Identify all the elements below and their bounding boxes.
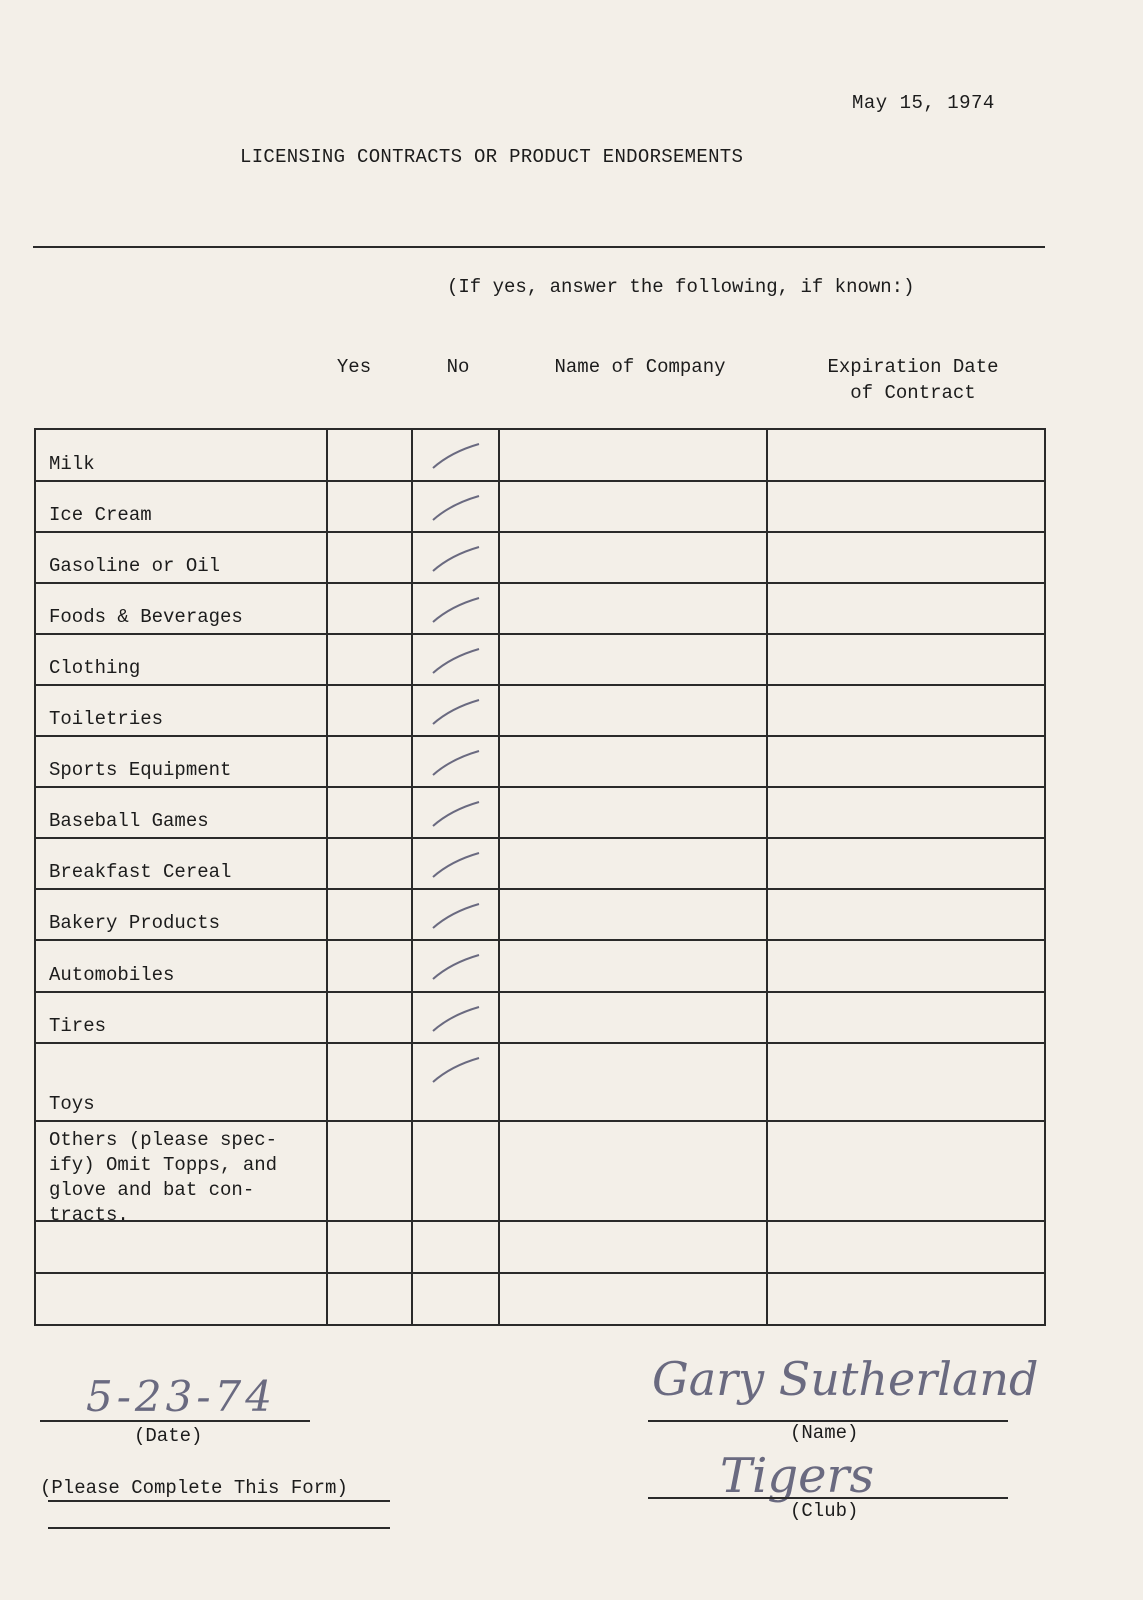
yes-checkbox-cell[interactable] [326, 635, 411, 684]
yes-checkbox-cell[interactable] [326, 839, 411, 888]
yes-checkbox-cell[interactable] [326, 482, 411, 531]
expiration-date-cell[interactable] [766, 1122, 1044, 1220]
checkmark-icon [431, 800, 481, 830]
checkmark-icon [431, 1005, 481, 1035]
table-row [36, 939, 1044, 991]
expiration-date-cell[interactable] [766, 1222, 1044, 1272]
company-name-cell[interactable] [498, 1222, 766, 1272]
yes-checkbox-cell[interactable] [326, 1044, 411, 1120]
yes-checkbox-cell[interactable] [326, 1222, 411, 1272]
row-item-label: Toiletries [49, 708, 164, 730]
expiration-date-cell[interactable] [766, 533, 1044, 582]
yes-checkbox-cell[interactable] [326, 941, 411, 991]
table-row [36, 633, 1044, 684]
table-row [36, 1272, 1044, 1324]
table-row [36, 480, 1044, 531]
column-header-expiration-line2: of Contract [850, 382, 976, 404]
checkmark-icon [431, 902, 481, 932]
table-row [36, 837, 1044, 888]
yes-checkbox-cell[interactable] [326, 993, 411, 1042]
yes-checkbox-cell[interactable] [326, 1122, 411, 1220]
no-checkbox-cell[interactable] [411, 430, 498, 480]
note-underline-2 [48, 1527, 390, 1529]
expiration-date-cell[interactable] [766, 482, 1044, 531]
no-checkbox-cell[interactable] [411, 737, 498, 786]
no-checkbox-cell[interactable] [411, 993, 498, 1042]
company-name-cell[interactable] [498, 788, 766, 837]
no-checkbox-cell[interactable] [411, 839, 498, 888]
no-checkbox-cell[interactable] [411, 1222, 498, 1272]
row-item-label: Milk [49, 453, 95, 475]
no-checkbox-cell[interactable] [411, 635, 498, 684]
yes-checkbox-cell[interactable] [326, 1274, 411, 1324]
company-name-cell[interactable] [498, 1122, 766, 1220]
company-name-cell[interactable] [498, 686, 766, 735]
table-row [36, 1120, 1044, 1226]
row-item-label: Breakfast Cereal [49, 861, 232, 883]
expiration-date-cell[interactable] [766, 430, 1044, 480]
instruction-text: (If yes, answer the following, if known:) [447, 276, 915, 298]
checkmark-icon [431, 596, 481, 626]
row-item-label: Others (please spec- ify) Omit Topps, and glove and bat con- tracts. [49, 1129, 278, 1226]
column-header-yes: Yes [336, 356, 372, 378]
row-item-label: Bakery Products [49, 912, 221, 934]
table-row [36, 582, 1044, 633]
checkmark-icon [431, 647, 481, 677]
expiration-date-cell[interactable] [766, 584, 1044, 633]
column-header-expiration [800, 354, 1026, 406]
company-name-cell[interactable] [498, 890, 766, 939]
handwritten-date[interactable]: 5-23-74 [86, 1372, 276, 1421]
no-checkbox-cell[interactable] [411, 1044, 498, 1120]
column-header-company: Name of Company [554, 356, 726, 378]
expiration-date-cell[interactable] [766, 737, 1044, 786]
company-name-cell[interactable] [498, 1044, 766, 1120]
expiration-date-cell[interactable] [766, 890, 1044, 939]
company-name-cell[interactable] [498, 482, 766, 531]
checkmark-icon [431, 749, 481, 779]
handwritten-name-signature[interactable]: Gary Sutherland [652, 1352, 1039, 1406]
table-row [36, 1042, 1044, 1120]
yes-checkbox-cell[interactable] [326, 788, 411, 837]
no-checkbox-cell[interactable] [411, 1274, 498, 1324]
column-header-expiration-line1: Expiration Date [827, 356, 999, 378]
date-signature-line [40, 1420, 310, 1422]
expiration-date-cell[interactable] [766, 635, 1044, 684]
title-divider [33, 246, 1045, 248]
checkmark-icon [431, 953, 481, 983]
row-item-label: Tires [49, 1015, 107, 1037]
club-signature-line [648, 1497, 1008, 1499]
checkmark-icon [431, 1056, 481, 1086]
table-row [36, 531, 1044, 582]
table-row [36, 684, 1044, 735]
form-date: May 15, 1974 [852, 92, 995, 114]
row-item-label: Toys [49, 1093, 95, 1115]
table-row [36, 735, 1044, 786]
company-name-cell[interactable] [498, 941, 766, 991]
expiration-date-cell[interactable] [766, 788, 1044, 837]
checkmark-icon [431, 698, 481, 728]
company-name-cell[interactable] [498, 584, 766, 633]
no-checkbox-cell[interactable] [411, 941, 498, 991]
no-checkbox-cell[interactable] [411, 533, 498, 582]
company-name-cell[interactable] [498, 993, 766, 1042]
expiration-date-cell[interactable] [766, 1044, 1044, 1120]
no-checkbox-cell[interactable] [411, 890, 498, 939]
row-item-label: Automobiles [49, 964, 175, 986]
table-row [36, 430, 1044, 480]
name-label: (Name) [790, 1422, 859, 1444]
checkmark-icon [431, 494, 481, 524]
yes-checkbox-cell[interactable] [326, 890, 411, 939]
yes-checkbox-cell[interactable] [326, 737, 411, 786]
expiration-date-cell[interactable] [766, 993, 1044, 1042]
row-item-label: Ice Cream [49, 504, 152, 526]
row-item-label: Clothing [49, 657, 141, 679]
column-header-no: No [446, 356, 470, 378]
row-item-label: Gasoline or Oil [49, 555, 221, 577]
company-name-cell[interactable] [498, 635, 766, 684]
no-checkbox-cell[interactable] [411, 686, 498, 735]
form-title: LICENSING CONTRACTS OR PRODUCT ENDORSEMENTS [240, 146, 744, 168]
company-name-cell[interactable] [498, 737, 766, 786]
row-item-label: Foods & Beverages [49, 606, 243, 628]
expiration-date-cell[interactable] [766, 686, 1044, 735]
company-name-cell[interactable] [498, 1274, 766, 1324]
yes-checkbox-cell[interactable] [326, 686, 411, 735]
no-checkbox-cell[interactable] [411, 1122, 498, 1220]
checkmark-icon [431, 545, 481, 575]
no-checkbox-cell[interactable] [411, 788, 498, 837]
endorsement-table [34, 428, 1046, 1326]
checkmark-icon [431, 442, 481, 472]
company-name-cell[interactable] [498, 839, 766, 888]
no-checkbox-cell[interactable] [411, 482, 498, 531]
note-underline-1 [48, 1500, 390, 1502]
expiration-date-cell[interactable] [766, 839, 1044, 888]
no-checkbox-cell[interactable] [411, 584, 498, 633]
handwritten-club[interactable]: Tigers [720, 1448, 875, 1504]
yes-checkbox-cell[interactable] [326, 533, 411, 582]
row-item-label: Sports Equipment [49, 759, 232, 781]
yes-checkbox-cell[interactable] [326, 430, 411, 480]
row-item-label: Baseball Games [49, 810, 209, 832]
company-name-cell[interactable] [498, 430, 766, 480]
expiration-date-cell[interactable] [766, 941, 1044, 991]
row-item-label [36, 1222, 326, 1272]
table-row [36, 888, 1044, 939]
table-row [36, 991, 1044, 1042]
row-item-label [36, 1274, 326, 1324]
checkmark-icon [431, 851, 481, 881]
please-complete-note: (Please Complete This Form) [40, 1477, 348, 1499]
club-label: (Club) [790, 1500, 859, 1522]
table-row [36, 1220, 1044, 1272]
date-label: (Date) [134, 1425, 203, 1447]
company-name-cell[interactable] [498, 533, 766, 582]
expiration-date-cell[interactable] [766, 1274, 1044, 1324]
table-row [36, 786, 1044, 837]
yes-checkbox-cell[interactable] [326, 584, 411, 633]
